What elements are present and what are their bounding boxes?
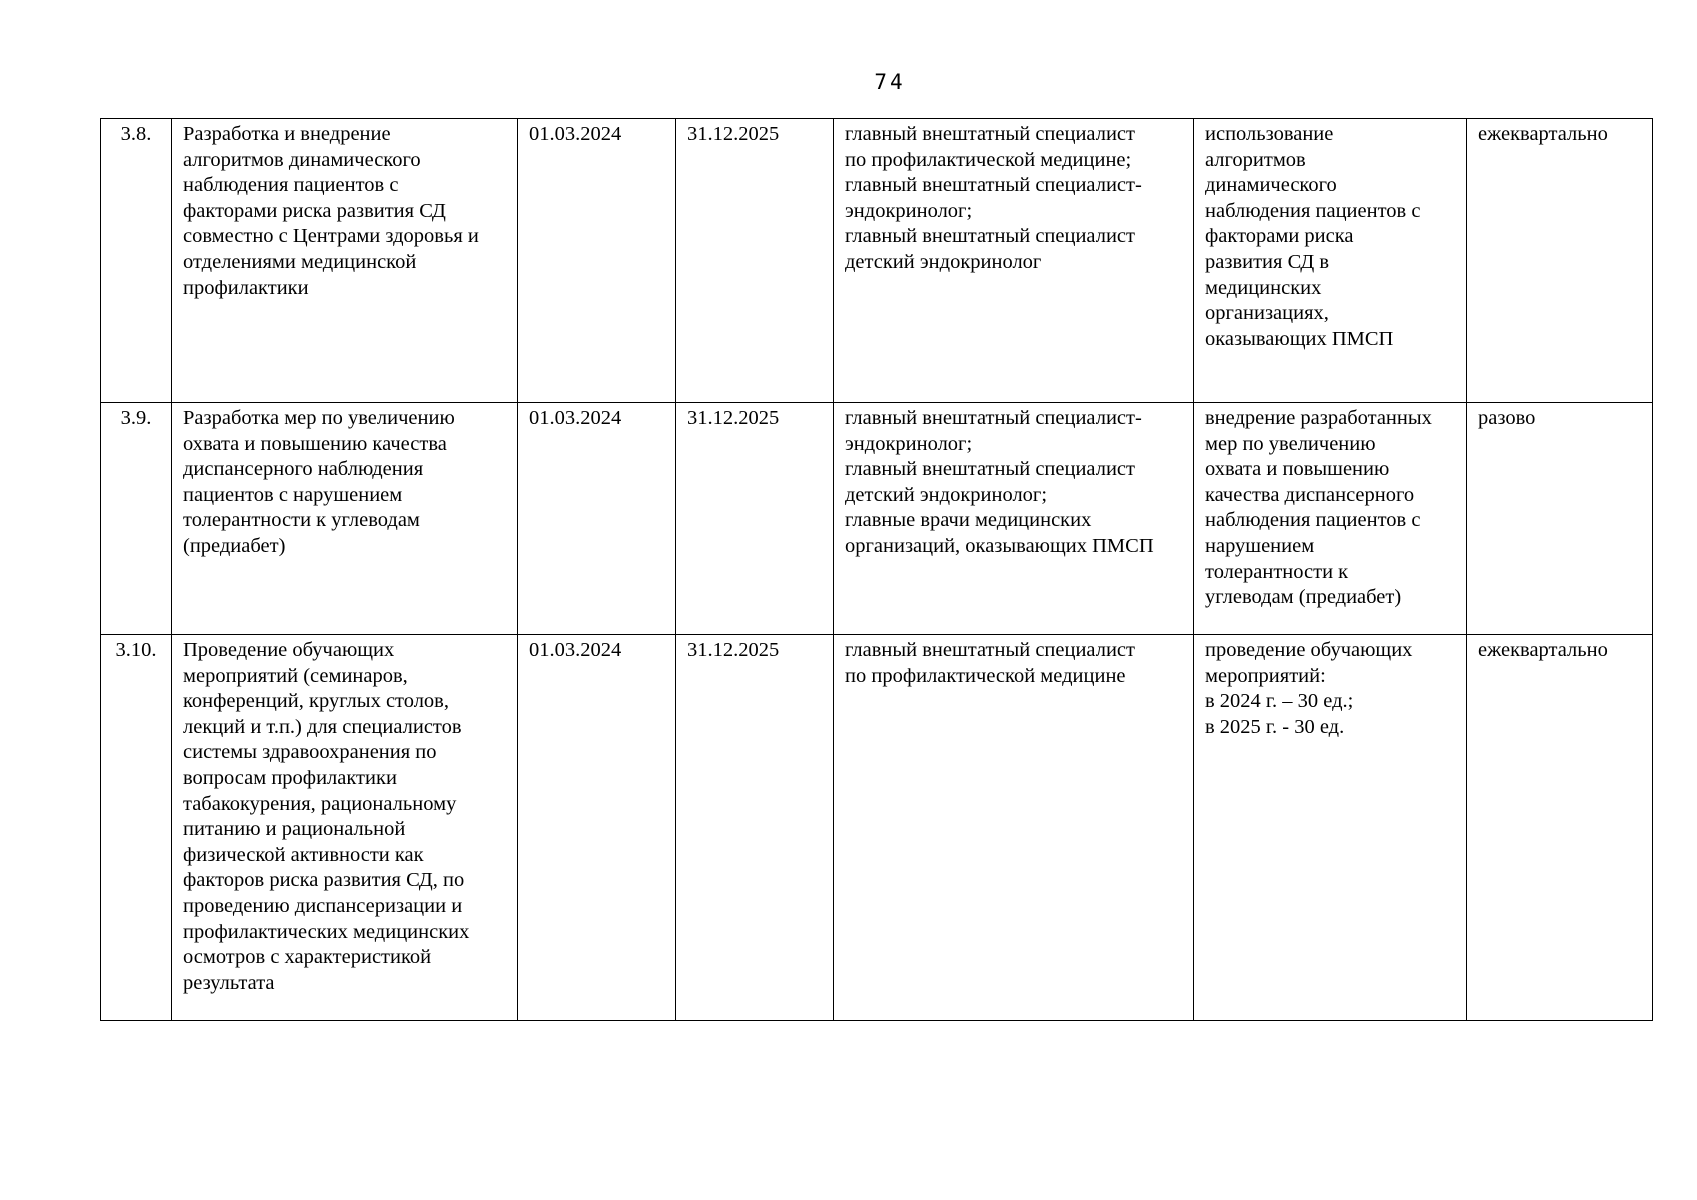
page-number: 74 <box>874 70 906 94</box>
start-date-cell: 01.03.2024 <box>518 119 676 403</box>
activity-cell: Проведение обучающих мероприятий (семинаров, конференций, круглых столов, лекций и т.п.) для специалистов системы здравоохранения по вопросам профилактики табакокурения, рациональному питанию и рациональной физической активности как факторов риска развития СД, по проведению диспансеризации и профилактических медицинских осмотров с характеристикой результата <box>172 635 518 1021</box>
start-date-cell: 01.03.2024 <box>518 403 676 635</box>
responsible-cell: главный внештатный специалист по профилактической медицине; главный внештатный специалист- эндокринолог; главный внештатный специалист детский эндокринолог <box>834 119 1194 403</box>
table-row <box>101 403 1653 635</box>
table-row <box>101 119 1653 403</box>
end-date-cell: 31.12.2025 <box>676 119 834 403</box>
result-cell: проведение обучающих мероприятий: в 2024 г. – 30 ед.; в 2025 г. - 30 ед. <box>1194 635 1467 1021</box>
responsible-cell: главный внештатный специалист- эндокринолог; главный внештатный специалист детский эндокринолог; главные врачи медицинских организаций, оказывающих ПМСП <box>834 403 1194 635</box>
start-date-cell: 01.03.2024 <box>518 635 676 1021</box>
frequency-cell: ежеквартально <box>1467 119 1653 403</box>
item-number: 3.10. <box>101 635 172 1021</box>
activity-plan-table <box>100 118 1653 1021</box>
result-cell: использование алгоритмов динамического наблюдения пациентов с факторами риска развития СД в медицинских организациях, оказывающих ПМСП <box>1194 119 1467 403</box>
frequency-cell: ежеквартально <box>1467 635 1653 1021</box>
table-row <box>101 635 1653 1021</box>
result-cell: внедрение разработанных мер по увеличению охвата и повышению качества диспансерного наблюдения пациентов с нарушением толерантности к углеводам (предиабет) <box>1194 403 1467 635</box>
frequency-cell: разово <box>1467 403 1653 635</box>
end-date-cell: 31.12.2025 <box>676 403 834 635</box>
item-number: 3.8. <box>101 119 172 403</box>
activity-cell: Разработка и внедрение алгоритмов динамического наблюдения пациентов с факторами риска развития СД совместно с Центрами здоровья и отделениями медицинской профилактики <box>172 119 518 403</box>
end-date-cell: 31.12.2025 <box>676 635 834 1021</box>
responsible-cell: главный внештатный специалист по профилактической медицине <box>834 635 1194 1021</box>
activity-cell: Разработка мер по увеличению охвата и повышению качества диспансерного наблюдения пациентов с нарушением толерантности к углеводам (предиабет) <box>172 403 518 635</box>
item-number: 3.9. <box>101 403 172 635</box>
